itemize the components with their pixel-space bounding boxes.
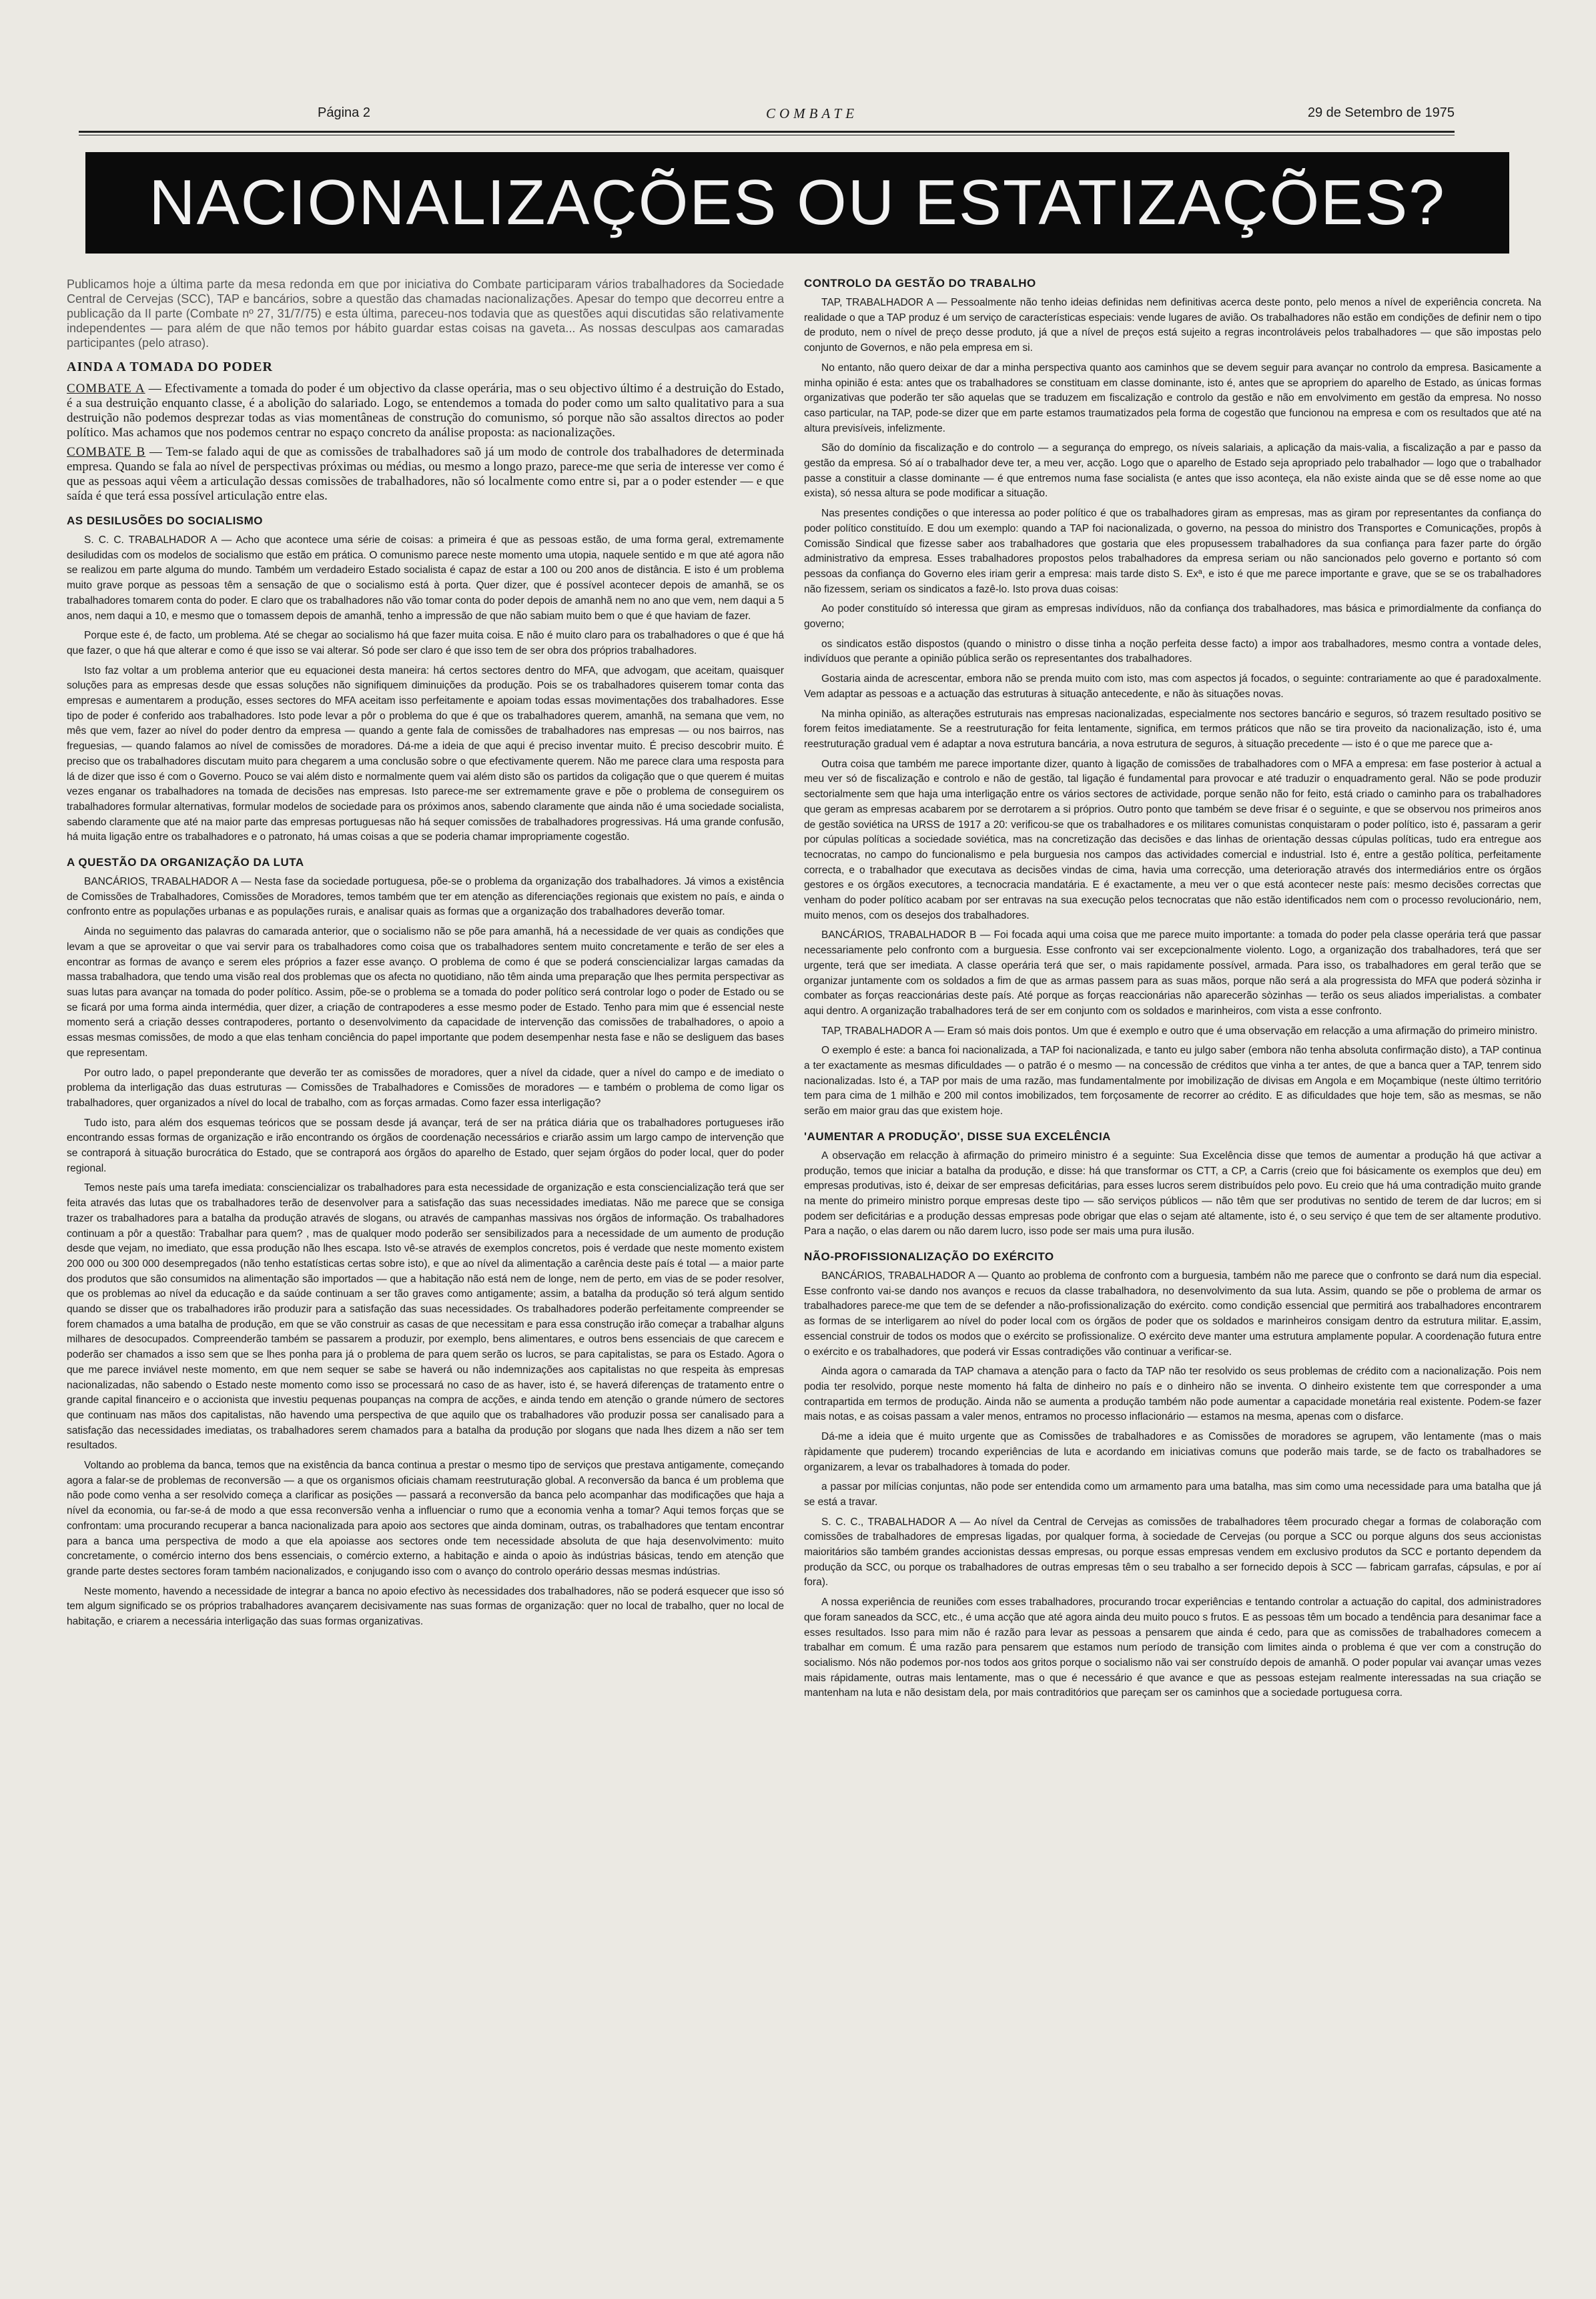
section-heading-organization: A QUESTÃO DA ORGANIZAÇÃO DA LUTA	[67, 856, 304, 869]
paragraph: Temos neste país uma tarefa imediata: consciencializar os trabalhadores para esta necessidade de organização e esta consciencialização terá que ser feita através das lutas que os trabalhadores terão de desenvolver para a satisfação das suas necessidades imediatas. Não me parece que se consiga trazer os trabalhadores para a batalha da produção através de slogans, ou através de campanhas massivas nos órgãos de informação. Os trabalhadores continuam a pôr a questão: Trabalhar para quem? , mas de qualquer modo poderão ser sensibilizados para a necessidade de um aumento de produção desde que vejam, no imediato, que essa produção não lhes escapa. Isto vê-se através de exemplos concretos, pois é verdade que neste momento existem 200 000 ou 300 000 desempregados (não tenho estatísticas certas sobre isto), e que ao nível da alimentação a carência deste país é total — a maior parte dos produtos que são consumidos na alimentação são importados — que a habitação não está nem de longe, nem de perto, em vias de se poder resolver, que os problemas ao nível da educação e da saúde continuam a ser tão graves como antigamente; assim, a batalha da produção só terá algum sentido quando se disser que os trabalhadores irão produzir para a satisfação das suas necessidades. Os trabalhadores poderão perfeitamente compreender se forem chamados a uma batalha de produção, em que se vão construir as casas de que necessitam e para essa construção irão começar a trabalhar alguns milhares de desocupados. Compreenderão também se passarem a produzir, por exemplo, bens alimentares, e outros bens essenciais de que carecem e poderão ser chamados a isso sem que se lhes ponha para já o problema de para quem serão os lucros, se para capitalistas, se para os Estado. Agora o que me parece inviável neste momento, em que nem sequer se sabe se haverá ou não indemnizações aos capitalistas no que respeita às empresas nacionalizadas, não sabendo o Estado neste momento como isso se processará no caso de as haver, isto é, se haverá diferenças de tratamento entre o grande capital financeiro e o accionista que investiu pequenas poupanças na compra de acções, e ainda tendo em atenção o grande número de sectores que continuam nas mãos dos capitalistas, não havendo uma perspectiva de que aquilo que os trabalhadores vão produzir possa ser canalisado para a satisfação das necessidades imediatas, os trabalhadores serem chamados para a batalha da produção por slogans que nada lhes dizem a não ser tem resultados.	[67, 1182, 784, 1452]
right-column	[804, 277, 1541, 2265]
paragraph: os sindicatos estão dispostos (quando o ministro o disse tinha a noção perfeita desse facto) a impor aos trabalhadores, mesmo contra a vontade deles, indivíduos que perante a opinião pública serão os representantes dos trabalhadores.	[804, 638, 1541, 665]
paragraph: A observação em relacção à afirmação do primeiro ministro é a seguinte: Sua Excelência disse que temos de aumentar a produção há que activar a produção, temos que iniciar a batalha da produção, e disse: há que transformar os CTT, a CP, a Carris (creio que foi básicamente os exemplos que deu) em empresas produtivas, isto é, deixar de ser empresas deficitárias, para esses lucros serem distribuídos pelo povo. Eu creio que há uma contradição muito grande na mente do primeiro ministro porque empresas deste tipo — são serviços públicos — não têm que ser produtivas no sentido de terem de dar lucros; em si podem ser deficitárias e a produção dessas empresas pode obrigar que elas o sejam até altamente, isto é, o seu serviço é que tem de ser altamente produtivo. Para a nação, o elas darem ou não darem lucro, isso pode ser mais uma pura ilusão.	[804, 1150, 1541, 1238]
intro-paragraph: Publicamos hoje a última parte da mesa redonda em que por iniciativa do Combate participaram vários trabalhadores da Sociedade Central de Cervejas (SCC), TAP e bancários, sobre a questão das chamadas nacionalizações. Apesar do tempo que decorreu entre a publicação da II parte (Combate nº 27, 31/7/75) e esta última, pareceu-nos todavia que as questões aqui discutidas são relativamente independentes — para além de que não temos por hábito guardar estas coisas na gaveta... As nossas desculpas aos camaradas participantes (pelo atraso).	[67, 278, 784, 350]
section-heading-army: NÃO-PROFISSIONALIZAÇÃO DO EXÉRCITO	[804, 1250, 1054, 1264]
section-heading-production: 'AUMENTAR A PRODUÇÃO', DISSE SUA EXCELÊNCIA	[804, 1129, 1111, 1143]
section-heading-control: CONTROLO DA GESTÃO DO TRABALHO	[804, 277, 1036, 290]
paragraph: BANCÁRIOS, TRABALHADOR A — Quanto ao problema de confronto com a burguesia, também não me parece que o confronto se dará num dia especial. Esse confronto vai-se dando nos avanços e recuos da classe trabalhadora, no desenvolvimento da sua luta. Assim, quando se põe o problema de armar os trabalhadores parece-me que tem de se defender a não-profissionalização do exército. como condição essencial que permitirá aos trabalhadores encontrarem as formas de se interligarem ao nível do poder local com os órgãos de poder que os soldados e marinheiros consigam dentro da estrutura militar. E,assim, essencial construir de todos os modos que o exército se profissionalize. O exército deve manter uma estrutura amplamente popular. A coordenação futura entre o exército e os trabalhadores, que poderá vir Essas contradições vão continuar a verificar-se.	[804, 1270, 1541, 1358]
header-rule	[79, 131, 1455, 133]
paragraph: Gostaria ainda de acrescentar, embora não se prenda muito com isto, mas com aspectos já focados, o seguinte: contrariamente ao que é paradoxalmente. Vem adaptar as pessoas e a actuação das estruturas à situação antecedente, e não às situações novas.	[804, 673, 1541, 700]
paragraph: S. C. C., TRABALHADOR A — Ao nível da Central de Cervejas as comissões de trabalhadores têem procurado chegar a formas de colaboração com comissões de trabalhadores de empresas ligadas, por qualquer forma, à sociedade de Cervejas (ou porque a SCC ou porque alguns dos seus accionistas maioritários são também grandes accionistas dessas empresas, ou porque essas empresas vendem em exclusivo produtos da SCC e portanto dependem da produção da SCC, ou porque os trabalhadores de outras empresas têm o seu trabalho a ser fornecido depois à SCC — fabricam garrafas, cápsulas, e por aí fora).	[804, 1516, 1541, 1588]
paragraph: TAP, TRABALHADOR A — Eram só mais dois pontos. Um que é exemplo e outro que é uma observação em relacção a uma afirmação do primeiro ministro.	[821, 1025, 1538, 1037]
paragraph: Ao poder constituído só interessa que giram as empresas indivíduos, não da confiança dos trabalhadores, mas básica e primordialmente da confiança do governo;	[804, 603, 1541, 630]
paragraph-text: — Efectivamente a tomada do poder é um objectivo da classe operária, mas o seu objectivo último é a destruição do Estado, é a sua destruição enquanto classe, é a abolição do salariado. Logo, se entendemos a tomada do poder como um salto qualitativo para a sua destruição não podemos desprezar todas as vias momentâneas de construção do comunismo, só porque não são assaltos directos ao poder político. Mas achamos que nos podemos centrar no espaço concreto da análise proposta: as nacionalizações.	[67, 382, 784, 440]
combate-a-paragraph	[67, 382, 784, 440]
paragraph: a passar por milícias conjuntas, não pode ser entendida como um armamento para uma batalha, mas sim como uma necessidade para uma batalha que já se está a travar.	[804, 1481, 1541, 1508]
section-heading-power: AINDA A TOMADA DO PODER	[67, 360, 273, 374]
power-section	[67, 360, 784, 504]
combate-b-paragraph	[67, 445, 784, 504]
paragraph: Dá-me a ideia que é muito urgente que as Comissões de trabalhadores e as Comissões de moradores se agrupem, vão lentamente (mas o mais ràpidamente que puderem) trocando experiências de luta e acordando em iniciativas comuns que poderão mais tarde, se de facto os trabalhadores se organizarem, a levar os trabalhadores à tomada do poder.	[804, 1431, 1541, 1473]
headline-banner: NACIONALIZAÇÕES OU ESTATIZAÇÕES?	[85, 152, 1509, 254]
newspaper-name: COMBATE	[766, 105, 859, 121]
paragraph: Tudo isto, para além dos esquemas teóricos que se possam desde já avançar, terá de ser na prática diária que os trabalhadores portugueses irão encontrando essas formas de organização e irão encontrando os órgãos de coordenação necessários e criarão assim um largo campo de intervenção que se contraporá à situação burocrática do Estado, que se contraporá aos órgãos do aparelho de Estado, quer sejam órgãos do poder local, quer do poder regional.	[67, 1117, 784, 1174]
page-number: Página 2	[318, 105, 370, 120]
paragraph: S. C. C. TRABALHADOR A — Acho que acontece uma série de coisas: a primeira é que as pessoas estão, de uma forma geral, extremamente desiludidas com os modelos de socialismo que estão em prática. O comunismo parece neste momento uma utopia, naquele sentido e m que até agora não se realizou em parte alguma do mundo. Também um verdadeiro Estado socialista é capaz de estar a 100 ou 200 anos de distância. E isto é um problema muito grave porque as pessoas têm a sensação de que o socialismo está à porta. Quer dizer, que é possível acontecer depois de amanhã, se os trabalhadores tomarem conta do poder. E claro que os trabalhadores não vão tomar conta do poder depois de amanhã nem no ano que vem, nem daqui a 5 anos, nem daqui a 10, e mesmo que o tomassem depois de amanhã, tenho a impressão de que não sabiam muito bem o que é que haviam de fazer.	[67, 534, 784, 622]
production-section	[804, 1149, 1541, 1240]
paragraph: No entanto, não quero deixar de dar a minha perspectiva quanto aos caminhos que se devem seguir para avançar no controlo da empresa. Basicamente a minha opinião é esta: antes que os trabalhadores se constituam em classe dominante, isto é, antes que se apropriem do aparelho de Estado, as únicas formas organizativas que poderão ter são aquelas que se traduzem em fiscalização e controlo da gestão e não em envolvimento em gestão da empresa. No nosso caso particular, na TAP, pode-se dizer que em parte estamos traumatizados pela forma de cogestão que funcionou na empresa e com os resultados que até na altura previsíveis, infelizmente.	[804, 362, 1541, 434]
paragraph: O exemplo é este: a banca foi nacionalizada, a TAP foi nacionalizada, e tanto eu julgo saber (embora não tenha absoluta confirmação disto), a TAP continua a ter exactamente as mesmas dificuldades — o patrão é o mesmo — na concessão de créditos que vinha a ter antes, de que a banca quer a TAP, tenrem sido nacionalizadas. Isto é, a TAP por mais de uma razão, mas fundamentalmente por imobilização de divisas em Angola e em Moçambique (neste último território tem para cima de 1 milhão e 200 mil contos imobilizados, tem forçosamente de recorrer ao crédito. E as dificuldades que hoje tem, são as mesmas, se não serão em maior grau das que existem hoje.	[804, 1045, 1541, 1117]
paragraph: Ainda no seguimento das palavras do camarada anterior, que o socialismo não se põe para amanhã, há a necessidade de ver quais as condições que levam a que se aproveitar o que vai servir para os trabalhadores como coisa que os trabalhadores sentem muito concretamente e terão de ser eles a encontrar as formas de avanço e serem eles próprios a fazer esse avanço. O problema de como é que se poderá consciencializar largas camadas da massa trabalhadora, que tendo uma visão real dos problemas que os afecta no quotidiano, não têm ainda uma preparação que lhes permita perspectivar as suas lutas para avançar na tomada do poder político. Assim, põe-se o problema se a tomada do poder político será controlar logo o poder de Estado ou se se ficará por uma forma ainda intermédia, quer dizer, a criação de contrapoderes a esse mesmo poder de Estado. Tenho para mim que é essencial neste momento será a criação desses contrapoderes, portanto o desenvolvimento da capacidade de intervenção das comissões de trabalhadores, o apoio a essas mesmas comissões, de modo a que elas tenham conciência do papel importante que podem desempenhar nesta fase e não se desliguem das bases que representam.	[67, 926, 784, 1059]
control-section	[804, 296, 1541, 1119]
paragraph: Neste momento, havendo a necessidade de integrar a banca no apoio efectivo às necessidades dos trabalhadores, não se poderá esquecer que isso só tem algum significado se os próprios trabalhadores avançarem decisivamente nas suas formas de organização: quer no local de trabalho, quer no local de habitação, e criarem a necessária interligação das suas formas organizativas.	[67, 1585, 784, 1628]
speaker-label: COMBATE A	[67, 382, 145, 396]
army-section	[804, 1269, 1541, 1701]
paragraph: Nas presentes condições o que interessa ao poder político é que os trabalhadores giram as empresas, mas as giram por representantes da confiança do poder político constituído. E dou um exemplo: quando a TAP foi nacionalizada, o governo, na pessoa do ministro dos Transportes e Comunicações, propôs à Comissão Sindical que fizesse saber aos trabalhadores que gostaria que eles propusessem trabalhadores da sua confiança para fazer parte do órgão administrativo da empresa. Esses trabalhadores propostos pelos trabalhadores da empresa seriam ou não sancionados pelo governo e portanto só com pessoas da confiança do Governo eles iriam gerir a empresa: mais tarde disto S. Exª, e isto é que me parece importante e grave, que se se os trabalhadores não fizessem, seriam os sindicatos a fazê-lo. Isto prova duas coisas:	[804, 508, 1541, 595]
socialism-section	[67, 533, 784, 845]
paragraph: Porque este é, de facto, um problema. Até se chegar ao socialismo há que fazer muita coisa. E não é muito claro para os trabalhadores o que é que há que fazer, o que há que alterar e como é que isso se vai alterar. Só pode ser claro é que isso tem de ser obra dos próprios trabalhadores.	[67, 630, 784, 656]
paragraph: Isto faz voltar a um problema anterior que eu equacionei desta maneira: há certos sectores dentro do MFA, que advogam, que aceitam, quaisquer soluções para as empresas desde que essas soluções não signifiquem diminuições da produção. Pois se os trabalhadores quiserem tomar conta das empresas e aumentarem a produção, esses sectores do MFA aceitam isso perfeitamente e apoiam todas essas movimentações dos trabalhadores. Esse tipo de poder é conferido aos trabalhadores. Isto pode levar a pôr o problema do que é que os trabalhadores querem, amanhã, na semana que vem, no mês que vem, fazer ao nível do poder dentro da empresa — quando a gente fala de comissões de trabalhadores nas empresas — ou nos bairros, nas freguesias, — quando falamos ao nível de comissões de moradores. Dá-me a ideia de que aqui é preciso inventar muito. É preciso descobrir muito. É preciso que os trabalhadores discutam muito para chegarem a uma conclusão sobre o que efectivamente querem. Não me parece clara uma resposta para lá de dizer que isso é com o Governo. Pouco se vai além disto e normalmente quem vai além disto são os partidos da coligação que o que querem é muitas vezes enganar os trabalhadores na tomada de decisões nas empresas. Isto parece-me ser extremamente grave e põe o problema de conseguirem os trabalhadores formular alternativas, formular modelos de sociedade para os próximos anos, sabendo claramente que ainda não é uma sociedade socialista, sabendo claramente que até na maior parte das empresas portuguesas não há sequer comissões de trabalhadores progressivas. Há uma grande confusão, há muita ligação entre os trabalhadores e o patronato, há umas coisas a que se poderia chamar impropriamente cogestão.	[67, 664, 784, 843]
page-header	[79, 105, 1455, 129]
paragraph: A nossa experiência de reuniões com esses trabalhadores, procurando trocar experiências e tentando controlar a actuação do capital, dos administradores que foram saneados da SCC, etc., é uma acção que até agora ainda deu muito pouco s frutos. E as pessoas têm um bocado a tendência para desanimar face a esses resultados. Isso para mim não é razão para levar as pessoas a pensarem que ainda é cedo, para que as comissões de trabalhadores comecem a trabalhar em comum. É uma razão para pensarem que estamos num período de transição com limites ainda o problema é que ver com a construção do socialismo. Nós não podemos por-nos todos aos gritos porque o socialismo não vai ser construído depois de amanhã. O poder popular vai avançar umas vezes mais rápidamente, outras mais lentamente, mas o que é necessário é que avance e que as pessoas estejam realmente interessadas na sua criação se mantenham na luta e não desistam dela, por mais contraditórios que pareçam ser os caminhos que a sociedade portuguesa corra.	[804, 1596, 1541, 1699]
issue-date: 29 de Setembro de 1975	[1307, 105, 1455, 120]
organization-section	[67, 875, 784, 1630]
paragraph-text: — Tem-se falado aqui de que as comissões de trabalhadores saõ já um modo de controle dos trabalhadores de determinada empresa. Quando se fala ao nível de perspectivas próximas ou médias, ou mesmo a longo prazo, parece-me que seria de interesse ver como é que as pessoas aqui vêem a articulação dessas comissões de trabalhadores, não só localmente como entre si, par a o poder estender — e que saída é que terá essa possível articulação entre elas.	[67, 445, 784, 503]
paragraph: Por outro lado, o papel preponderante que deverão ter as comissões de moradores, quer a nível da cidade, quer a nível do campo e de imediato o problema da interligação das duas estruturas — Comissões de Trabalhadores e Comissões de moradores — e também o problema de como ligar os trabalhadores, quer organizados a nível do local de trabalho, com as forças armadas. Como fazer essa interligação?	[67, 1067, 784, 1109]
paragraph: Ainda agora o camarada da TAP chamava a atenção para o facto da TAP não ter resolvido os seus problemas de crédito com a nacionalização. Pois nem podia ter resolvido, porque neste momento há falta de dinheiro no país e o dinheiro não se inventa. O dinheiro existente tem que corresponder a uma contrapartida em termos de produção. Ainda não se aumenta a produção também não pode aumentar a capacidade monetária real existente. Podem-se fazer mais notas, e as coisas passam a valer menos, entramos no processo inflacionário — estamos na mesma, apenas com o disfarce.	[804, 1366, 1541, 1423]
section-heading-socialism: AS DESILUSÕES DO SOCIALISMO	[67, 514, 264, 527]
paragraph: BANCÁRIOS, TRABALHADOR A — Nesta fase da sociedade portuguesa, põe-se o problema da organização dos trabalhadores. Já vimos a existência de Comissões de Trabalhadores, Comissões de Moradores, temos também que ter em atenção as diferenciações regionais que existem no país, e ainda o confronto entre as populações urbanas e as populações rurais, e analisar quais as formas que a organização dos trabalhadores deverão tomar.	[67, 876, 784, 918]
paragraph: Outra coisa que também me parece importante dizer, quanto à ligação de comissões de trabalhadores com o MFA a empresa: em fase posterior à actual a meu ver só de fiscalização e controlo e não de gestão, tal ligação é fundamental para provocar e até traduzir o enquadramento geral. Não se pode produzir sectorialmente sem que haja uma interligação entre os vários sectores de actividade, porque senão não for feito, está criado o caminho para os trabalhadores que geram as empresas acabarem por se derrotarem a si próprios. Outro ponto que também se deve frisar é o seguinte, e que se observou nos primeiros anos de gestão soviética na URSS de 1917 a 20: verificou-se que os trabalhadores e os militares comunistas conquistaram o poder político, isto é, passaram a gerir por cúpulas políticas a sociedade soviética, mas na concretização das decisões e das linhas de orientação dessas cúpulas políticas, tudo era entregue aos tecnocratas, no campo do funcionalismo e pela burguesia nos campos das actividades comercial e industrial. Isto é, entre a gestão política, perfeitamente correcta, e o trabalhador que executava as decisões vindas de cima, havia uma correcção, uma deterioração através dos intermediários entre os órgãos gestores e os órgãos executores, a tecnocracia mandatária. E é exactamente, a meu ver o que está acontecer neste país: mesmo decisões correctas que venham do poder político acabam por ser entravas na sua execução pelos tecnocratas que não estão identificados nem com o processo revolucionário, nem, muito menos, com os desejos dos trabalhadores.	[804, 758, 1541, 921]
intro-block	[67, 277, 784, 350]
paragraph: Voltando ao problema da banca, temos que na existência da banca continua a prestar o mesmo tipo de serviços que prestava antigamente, começando agora a falar-se de problemas de reconversão — a que os organismos oficiais chamam reestruturação global. A reconversão da banca é um problema que não pode como venha a ser resolvido começa a clarificar as posições — passará a reconversão da banca pelo acompanhar das modificações que haja a nível da economia, ou far-se-á de modo a que essa reconversão venha a influenciar o rumo que a economia venha a tomar? Aqui temos forças que se confrontam: uma procurando recuperar a banca nacionalizada para apoio aos sectores que ainda dominam, outras, os trabalhadores que tentam encontrar para a banca uma perspectiva de modo a que ela apoiasse aos sectores onde tem necessidade absoluta de que haja desenvolvimento: muito concretamente, o comércio interno dos bens essenciais, o comércio externo, a habitação e ainda o apoio às indústrias básicas, tendo em atenção que grande parte destes sectores foram também nacionalizados, e conjugando isso com o avanço do controlo operário dessas mesmas indústrias.	[67, 1460, 784, 1577]
paragraph: São do domínio da fiscalização e do controlo — a segurança do emprego, os níveis salariais, a aplicação da mais-valia, a fiscalização a par e passo da gestão da empresa. Só aí o trabalhador deve ter, a meu ver, acção. Logo que o aparelho de Estado seja apropriado pelo trabalhador — logo que o trabalhador passe a constituir a classe dominante — é que entremos numa fase socialista (e antes que isso aconteça, ela não existe ainda que se dê esse nome ao que exista), só nessa altura se pode modificar a situação.	[804, 442, 1541, 500]
speaker-label: COMBATE B	[67, 445, 146, 459]
paragraph: TAP, TRABALHADOR A — Pessoalmente não tenho ideias definidas nem definitivas acerca deste ponto, pelo menos a nível de experiência concreta. Na realidade o que a TAP produz é um serviço de características especiais: vende lugares de avião. Os trabalhadores não estão em condições de definir nem o tipo de produto, nem o nível de preço desse produto, já que a nível de preços está sujeito a regras incontroláveis pelos trabalhadores — que são impostas pelo conjunto de Governos, e não pela empresa em si.	[804, 297, 1541, 354]
left-column	[67, 277, 784, 2265]
paragraph: Na minha opinião, as alterações estruturais nas empresas nacionalizadas, especialmente nos sectores bancário e seguros, só trazem resultado positivo se forem feitos imediatamente. Se a reestruturação for feita lentamente, significa, em termos práticos que não se tira proveito da nacionalização, isto é, uma reestruturação gradual vem é adaptar a nova estrutura bancária, a nova estrutura de seguros, à situação precedente — isto é o que me parece que a-	[804, 708, 1541, 750]
paragraph: BANCÁRIOS, TRABALHADOR B — Foi focada aqui uma coisa que me parece muito importante: a tomada do poder pela classe operária terá que passar necessariamente pelo confronto com a burguesia. Esse confronto vai ser excepcionalmente violento. Logo, a organização dos trabalhadores, terá que ser urgente, terá que ser imediata. A classe operária terá que ser, o mais rapidamente possível, armada. Para isso, os trabalhadores em geral terão que se organizar juntamente com os soldados a fim de que as armas passem para as suas mãos, porque não será a ala progressista do MFA que poderá sòzinha ir combater as forças reaccionárias deste país. Até porque as forças reaccionárias não aparecerão sòzinhas — terão os seus aliados imperialistas. a combater aqui dentro. A organização trabalhadores terá de ser em conjunto com os soldados e marinheiros, com vista a esse confronto.	[804, 929, 1541, 1017]
